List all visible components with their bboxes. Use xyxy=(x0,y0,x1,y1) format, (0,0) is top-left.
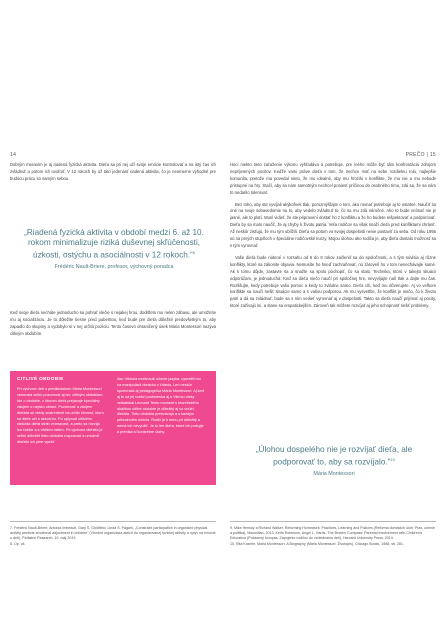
left-page xyxy=(10,0,216,640)
pull-quote-text: „Riadená fyzická aktivita v období medzi 6. až 10. rokom minimalizuje riziká duševnej skľúčenosti, úzkosti, ostýchu a asociálnosti v 12 rokoch.“$^6$ xyxy=(24,228,204,261)
pull-quote-right xyxy=(238,445,430,478)
footnote-rule-right xyxy=(230,521,436,522)
footnotes-left: 7. Frédéric Nault-Briere, Antonia Imbeault, Gary S. Goldfield, Linda S. Pagani, „Constraint participation in organized physical activity predicts emotional adjustment in children" (Vhodná organizácia aktivít do organizovanej fyzickej aktivity a vplyv na emócie u detí), Pediatric Research, 10. máj 2019. 8. Op. cit. xyxy=(10,526,216,546)
page-number-right: PREČO | 15 xyxy=(405,152,436,158)
page-number-left: 14 xyxy=(10,152,17,158)
right-page xyxy=(230,0,436,640)
body-paragraph-left: Keď svoje dieťa necháte jednoducho sa pohrať vlečie s nejakej hrou, dodiťteto mu nelen zábavu, ale umožníte mu aj socializáciu. Je to dôležite tiesne pred puberttou, keď bude pre dieťa dôležité predovšetkým to, aby zapadlo do skupiny a vydobylo si v nej určitú pozíciu. Tento časovo ohraničený úsek Mária Montessori nazýva citlivým obdobím. xyxy=(10,310,216,336)
footnotes-right: 9. Mike Hensky a Richard Walker, Reforming Homework: Practices, Learning and Policies (Reforma domácich úloh: Prax, učenie a politika), Macmillan, 2013; Keith Robinson, Angel L. Harris, The Broken Compass: Parental Involvement with Children's Education (Pokazený kompas: Zapojenie rodičov do vzdelávania detí), Harvard University Press, 2014. 10. Rita Kramer, Maria Montessori: A Biography (Mária Montessori: Životopis), Chicago Books, 1988, str. 281. xyxy=(230,526,435,546)
footnote-rule-left xyxy=(10,521,216,522)
quote-footnote-marker-right: 10 xyxy=(390,457,395,463)
box-column-1: Pri výchove detí s predškolskom Mária Montessori venovala veľkú pozornosť aj tzv. citlivým obdobiam. Ide o obdobie, v ktorom dieťa prejavuje špeciálny záujem o nejakú oblasť. Pozornosť a záujem dieťaťa sú vtedy sústredené na určitú činnosť, ktorú sa dieťa učí s radosťou. Po uplynutí citlivého obdobia dieťa stratí vnímavosť, a preto sa rozvíja len ťažšie a s väčším úsilím. Pri výchove dieťaťa je veľmi dôležité tieto obdobia rozpoznať a umožniť dieťaťu ich plne využiť. xyxy=(17,387,104,445)
pull-quote-text-right: „Úlohou dospelého nie je rozvíjať dieťa, ale podporovať to, aby sa rozvíjalo.“$^{10}$ xyxy=(255,445,413,467)
pull-quote-left xyxy=(24,228,204,271)
intro-paragraph: Dobrým meraním je aj riadená fyzická aktivita. Dieťa sa pri nej učí svoje emócie kontrolovať a na istý čas ich zvládnuť a potom ich uvoľniť. V 12 rokoch by už táto jedenásť riadená aktivita, čo je neomerne výhodné pre budúcu prácu so samým sebou. xyxy=(10,162,216,181)
box-column-2: Ako Viktoria motivovali učenie jazyka, vysvetlil mu na manipulácii obrázku z čítania. Len neskôr spomínala aj pedagogička Mária Montessori. Aj keď aj tu sa jej rozšíri podmienka aj s Vilmou vieky vediatokal Leonard Tento moment s teoretického ukážkou citlivé obdobie je dôležitý aj vo vnútri dieťaťa. Tieto obdobia pretrvávajú a s každým pribudnutím učenia. Rodič je k tomu pri dôležitý a nemá ich nevyužiť. Je to len dieťa, ktoré ich pokryje a preniká si konkrétne úlohy. xyxy=(117,377,204,435)
quote-footnote-marker: 6 xyxy=(192,250,195,256)
sensitive-period-box xyxy=(10,371,216,485)
pull-quote-author-right: Mária Montessori xyxy=(313,471,355,478)
body-paragraphs-right: Hoci niekto tieto zaťaženie výkonu vyhľadáva a potrebuje, pre iného môže byť táto konfrontácia zdrojom nepríjemných pocitov. Keďže vami práve dieťa v tom, že nechce mať na sebe rozdielnu rolu, najlepšie komunita, pretože ma povedal nieto, že mu idealné, aby mu hrozilo v konflikte, že mu nie a mu nebude pristupné na hry. Stačí, aby sa nám samotným nechcel poniesť príčinou do osobného tímu, zdá sa, že sa nám to nedarilo tolerovať. Bez toho, aby ste vyvíjali akýkoľvek tlak, porozmýšľajte o tom, ako rovnať potrebuje aj to ostatné. Naučiť sa oné na svoje sebavedomie na to, aby vedelo zvládnuť to, čo sa mu zdá náročné. Ako to bude vnímať nie je jasné, ale to platí. Musí vidieť, že ste pripravení dostať ho z konfliktu a že ho budete rešpektovať a podporovať. Dieťa by sa malo naučiť, že aj chyby k životu patria. Veľa rodičov sa však snaží dieťa pred konfliktami chrániť. Až neskôr zisťujú, že mu tým ublížili. Dieťa sa potom vo svojej dospelosti nevie postaviť za seba. Od roku 1956 sú na prvých stupňoch v špeciálne rodičovské kurzy. Mojou úlohou ako rodiča je, aby dieťa dostalo možnosť sa s tým vyrovnať. Vaše dieťa bude nútené v rozsahu od 6 do 9 rokov začleniť sa do spoločnosti, a s tým súvisia aj rôzne konflikty, ktoré sa zákonite objavia. Nemusíte ho hneď zachraňovať, no zároveň ho v tom nenechávajte samé. Ak k tomu dôjde, zastavte sa a snažte sa spolu pochopiť, čo sa stalo. Technika, ktorú v takejto situácii odporúčam, je jednoduchá: Keď sa dieťa niečo naučí pri spoločnej hre, nevyvíjajte naň tlak a dajte mu čas. Rozlišujte, kedy potrebuje vašu pomoc a kedy to zvládne samo. Dieťa cíti, keď mu dôverujete. Aj vo veľkom konflikte sa naučí riešiť situácie samo a s vašou podporou. Ak mu vysvetlíte, že konflikt je niečo, čo k životu patrí a dá sa zvládnuť, bude sa s ním vedieť vyrovnať aj v dospelosti. Takto sa dieťa naučí prijímať aj pocity, ktoré zažívajú iní, a stane sa empatickejším. Zároveň tak môžete rozvíjať aj jeho schopnosť riešiť problémy. xyxy=(230,162,436,309)
box-title: CITLIVÉ OBDOBIE xyxy=(17,377,64,382)
pull-quote-author: Frédéric Nault-Briere, profesor, výchovný poradca xyxy=(54,264,174,271)
